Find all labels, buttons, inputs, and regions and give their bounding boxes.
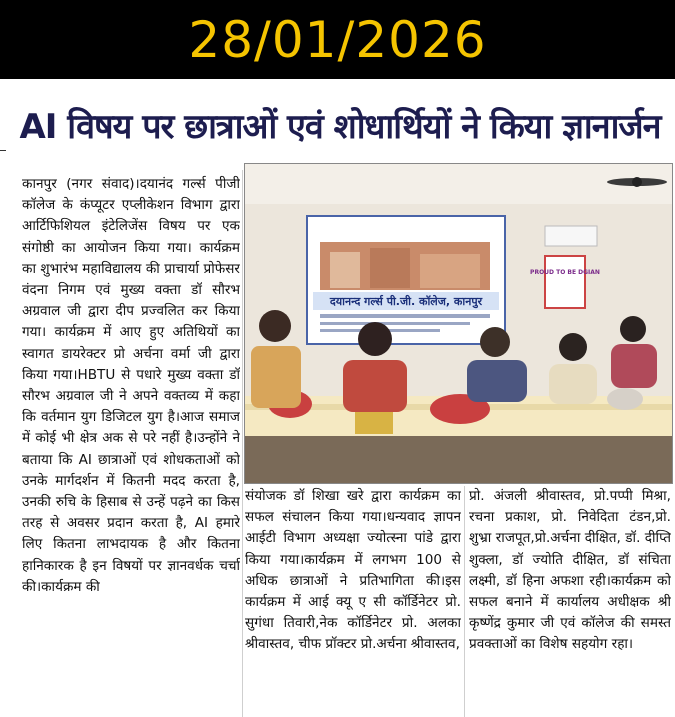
event-photo [244,163,673,484]
headline-text: AI विषय पर छात्राओं एवं शोधार्थियों ने किया ज्ञानार्जन [19,107,661,147]
column-divider [242,170,243,717]
clipping-mark [0,150,6,155]
air-conditioner [545,226,597,246]
headline [10,93,670,157]
column-divider [464,486,465,717]
publication-date: 28/01/2026 [188,10,487,69]
event-photo-illustration [245,164,672,483]
article-column-1 [22,174,240,717]
date-banner [0,0,675,79]
article-column-2 [245,486,461,717]
article-column-3 [469,486,671,717]
poster-text: PROUD TO BE DGIAN [530,269,600,276]
article-paragraph: संयोजक डॉ शिखा खरे द्वारा कार्यक्रम का सफल संचालन किया गया।धन्यवाद ज्ञापन आईटी विभाग अध्यक्षा ज्योत्स्ना पांडे द्वारा किया गया।कार्यक्रम में लगभग 100 से अधिक छात्राओं ने प्रतिभागिता की।इस कार्यक्रम में आई क्यू ए सी कॉर्डिनेटर प्रो. सुगंधा तिवारी,नेक कॉर्डिनेटर प्रो. अलका श्रीवास्तव, चीफ प्रॉक्टर प्रो.अर्चना श्रीवास्तव, [245,488,461,653]
article-paragraph: प्रो. अंजली श्रीवास्तव, प्रो.पप्पी मिश्रा, रचना प्रकाश, प्रो. निवेदिता टंडन,प्रो. शुभ्रा राजपूत,प्रो.अर्चना दीक्षित, डॉ. दीप्ति शुक्ला, डॉ ज्योति दीक्षित, डॉ संचिता लक्ष्मी, डॉ हिना अफशा रही।कार्यक्रम को सफल बनाने में कार्यालय अधीक्षक श्री कृष्णेंद्र कुमार जी एवं कॉलेज की समस्त प्रवक्ताओं का विशेष सहयोग रहा। [469,488,671,653]
article-paragraph: कानपुर (नगर संवाद)।दयानंद गर्ल्स पीजी कॉलेज के कंप्यूटर एप्लीकेशन विभाग द्वारा आर्टिफिशियल इंटेलिजेंस विषय पर एक संगोष्ठी का आयोजन किया गया। कार्यक्रम का शुभारंभ महाविद्यालय की प्राचार्या प्रोफेसर वंदना निगम एवं मुख्य वक्ता डॉ सौरभ अग्रवाल जी द्वारा दीप प्रज्वलित कर किया गया। कार्यक्रम में आए हुए अतिथियों का स्वागत डायरेक्टर प्रो अर्चना वर्मा जी द्वारा किया गया।HBTU से पधारे मुख्य वक्ता डॉ सौरभ अग्रवाल जी ने अपने वक्तव्य में कहा कि वर्तमान युग डिजिटल युग है।आज समाज में कोई भी क्षेत्र अक से परे नहीं है।उन्होंने ने बताया कि AI छात्राओं एवं शोधकताओं को उनके मार्गदर्शन में कितनी मदद करता है, उनकी रुचि के हिसाब से उन्हें पढ़ने का किस तरह से अवसर प्रदान करता है, AI हमारे लिए कितना लाभदायक है और कितना हानिकारक है इन विषयों पर ज्ञानवर्धक चर्चा की।कार्यक्रम की [22,176,240,595]
college-banner-heading: दयानन्द गर्ल्स पी.जी. कॉलेज, कानपुर [329,295,483,308]
college-banner [307,216,505,344]
